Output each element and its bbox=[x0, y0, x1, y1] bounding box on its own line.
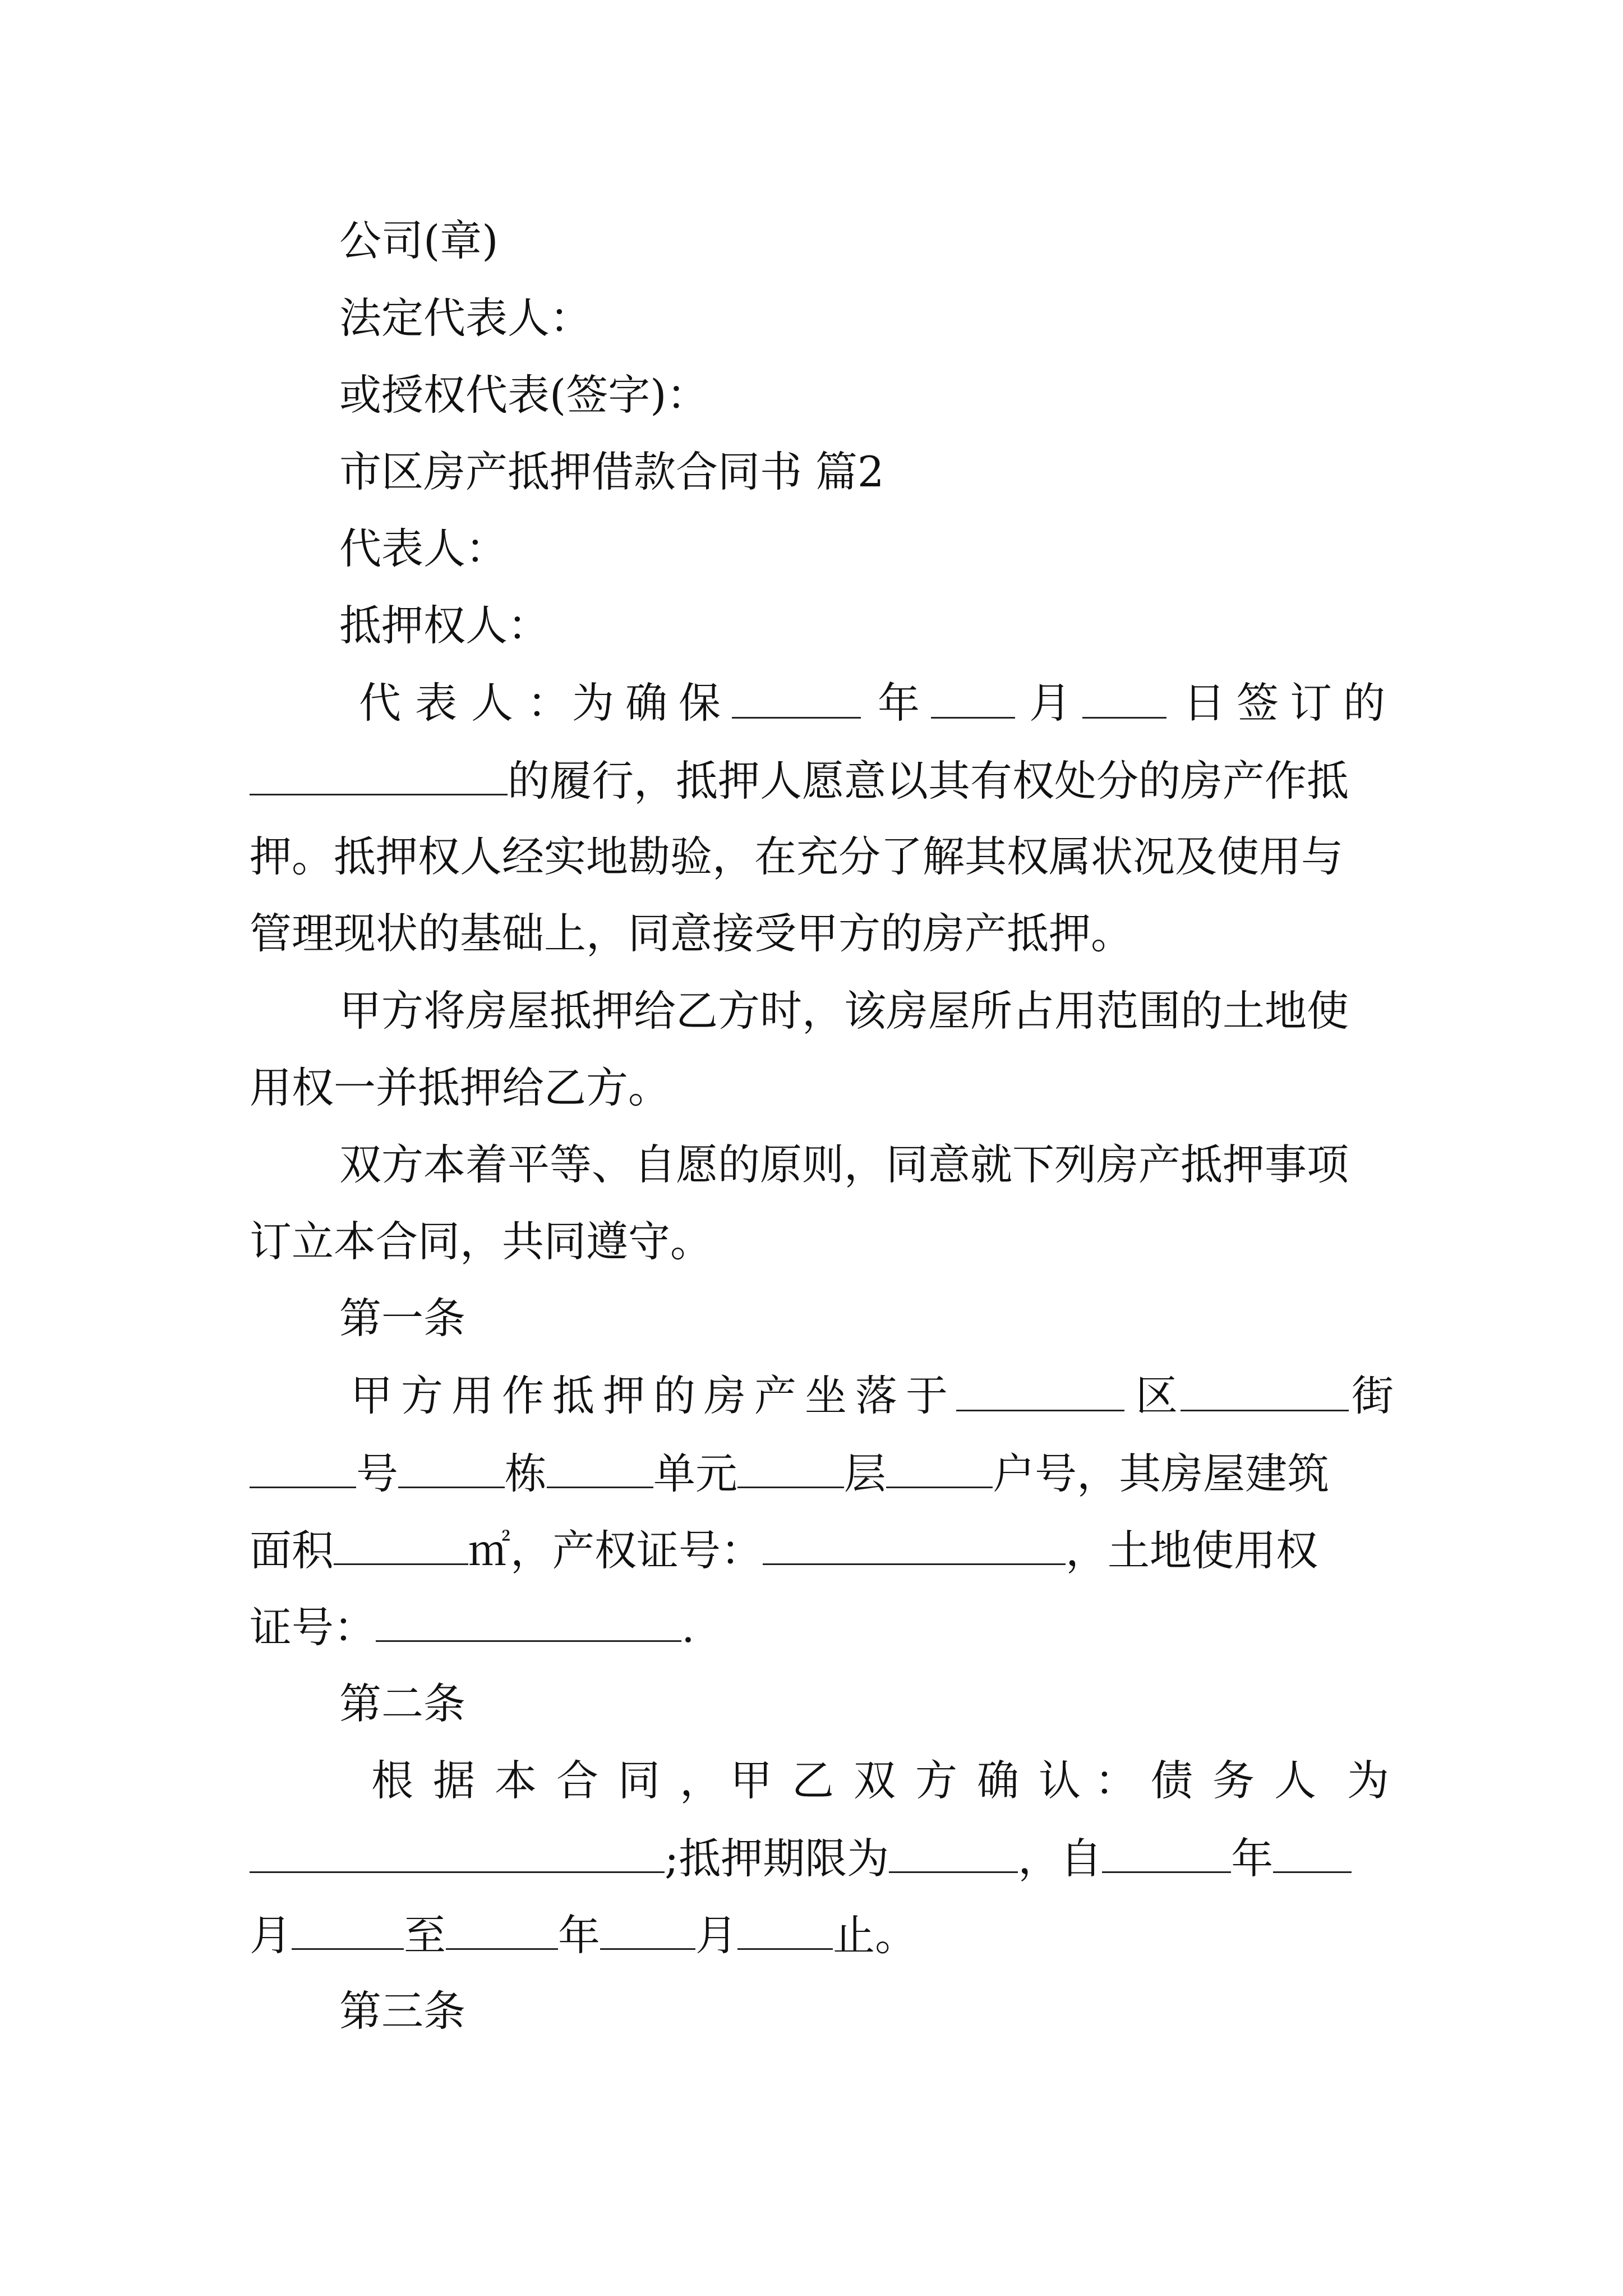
paragraph-1-line-4: 管理现状的基础上，同意接受甲方的房产抵押。 bbox=[250, 909, 1133, 958]
unit-blank bbox=[547, 1452, 653, 1488]
paragraph-3-line-2: 订立本合同，共同遵守。 bbox=[250, 1217, 713, 1266]
article-1-line-3: 面积 ㎡，产权证号： ，土地使用权 bbox=[250, 1526, 1318, 1575]
article-1-heading: 第一条 bbox=[339, 1294, 466, 1343]
document-page: 公司(章) 法定代表人： 或授权代表(签字)： 市区房产抵押借款合同书 篇2 代表人： 抵押权人： 代 表 人 ： 为 确 保 年 月 日 签 订 的 的履行，抵押人愿意以其有权处分的房产作抵 押。抵押权人经实地勘验，在充分了解其权属状况及使用与 管理现状的基础上，同意接受甲方的房产抵押。 甲方将房屋抵押给乙方时，该房屋所占用范围的土地使 用权一并抵押给乙方。 双方本着平等、自愿的原则，同意就下列房产抵押事项 订立本合同，共同遵守。 第一条 甲 方 用 作 抵 押 的 房 产 坐 落 于 区 街 号 栋 单元 层 户号，其房屋建筑 面积 ㎡，产权证号： ，土地使用权 证号： . 第二条 根 据 本 合 同 ， 甲 乙 双 方 确 认 ： 债 务 人 为 ;抵押期限为 ，自 年 月 至 年 月 止。 第三条 bbox=[250, 216, 1394, 2036]
representative-line: 代表人： bbox=[339, 524, 508, 573]
term-blank bbox=[889, 1837, 1018, 1873]
date-month-blank bbox=[931, 682, 1015, 719]
mortgagee-line: 抵押权人： bbox=[339, 601, 550, 650]
property-certificate-blank bbox=[763, 1529, 1066, 1565]
article-2-line-2: ;抵押期限为 ，自 年 bbox=[250, 1837, 1352, 1880]
room-blank bbox=[886, 1452, 993, 1488]
section-title: 市区房产抵押借款合同书 篇2 bbox=[339, 447, 884, 496]
number-blank bbox=[250, 1452, 356, 1488]
building-blank bbox=[398, 1452, 505, 1488]
paragraph-3-line-1: 双方本着平等、自愿的原则，同意就下列房产抵押事项 bbox=[339, 1140, 1349, 1189]
date-year-blank bbox=[732, 682, 861, 719]
company-seal-line: 公司(章) bbox=[339, 216, 499, 265]
land-certificate-blank bbox=[376, 1605, 681, 1642]
start-month-blank bbox=[1273, 1837, 1352, 1873]
article-2-heading: 第二条 bbox=[339, 1679, 466, 1728]
end-month-blank bbox=[600, 1913, 695, 1950]
article-1-line-4: 证号： . bbox=[250, 1603, 695, 1652]
paragraph-1-line-2: 的履行，抵押人愿意以其有权处分的房产作抵 bbox=[250, 759, 1349, 802]
article-1-line-2: 号 栋 单元 层 户号，其房屋建筑 bbox=[250, 1452, 1329, 1495]
article-2-line-3: 月 至 年 月 止。 bbox=[250, 1911, 917, 1960]
floor-blank bbox=[737, 1452, 844, 1488]
area-blank bbox=[334, 1529, 468, 1565]
debtor-blank bbox=[250, 1837, 665, 1873]
end-year-blank bbox=[446, 1913, 558, 1950]
date-day-blank bbox=[1082, 682, 1166, 719]
authorized-representative-line: 或授权代表(签字)： bbox=[339, 370, 709, 420]
paragraph-1-line-3: 押。抵押权人经实地勘验，在充分了解其权属状况及使用与 bbox=[250, 832, 1344, 881]
paragraph-2-line-1: 甲方将房屋抵押给乙方时，该房屋所占用范围的土地使 bbox=[339, 986, 1349, 1036]
paragraph-2-line-2: 用权一并抵押给乙方。 bbox=[250, 1063, 671, 1112]
article-3-heading: 第三条 bbox=[339, 1986, 466, 2036]
contract-name-blank bbox=[250, 759, 508, 795]
end-day-blank bbox=[737, 1913, 833, 1950]
start-day-blank bbox=[292, 1913, 404, 1950]
legal-representative-line: 法定代表人： bbox=[339, 293, 592, 343]
street-blank bbox=[1181, 1375, 1349, 1411]
start-year-blank bbox=[1102, 1837, 1231, 1873]
district-blank bbox=[956, 1375, 1124, 1411]
